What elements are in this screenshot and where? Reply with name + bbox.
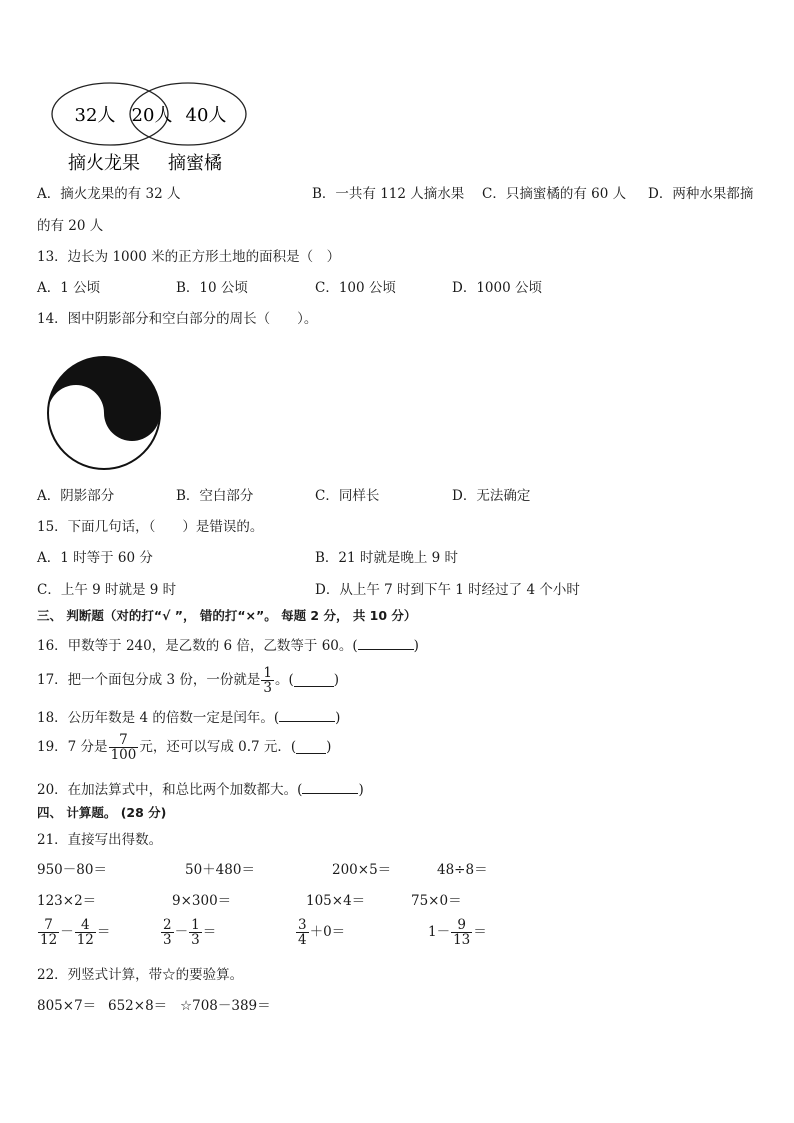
q17 — [37, 666, 339, 695]
q22-item-1: 805×7＝ — [37, 998, 97, 1014]
q19-fraction — [109, 733, 139, 762]
q15-stem: 15．下面几句话，（ ）是错误的。 — [37, 519, 264, 535]
q14-stem: 14．图中阴影部分和空白部分的周长（ ）。 — [37, 311, 318, 327]
expr2-eq: ＝ — [202, 923, 217, 940]
expr1-a-num: 7 — [38, 918, 59, 933]
venn-right-label: 摘蜜橘 — [168, 153, 222, 174]
q16-close: ) — [413, 638, 419, 654]
expr4-b-num: 9 — [451, 918, 472, 933]
q21-fraction-expr-1 — [37, 918, 110, 947]
venn-left-label: 摘火龙果 — [68, 153, 140, 174]
q13-option-c[interactable]: C．100 公顷 — [315, 280, 396, 296]
section-4-heading: 四、 计算题。 (28 分) — [37, 805, 167, 820]
q15-option-d[interactable]: D．从上午 7 时到下午 1 时经过了 4 个小时 — [315, 582, 580, 598]
yin-yang-figure — [44, 353, 164, 473]
venn-diagram — [48, 78, 258, 178]
q21-r1-c4: 48÷8＝ — [437, 862, 488, 878]
q16-answer-blank[interactable] — [358, 637, 414, 650]
q17-text: 17．把一个面包分成 3 份，一份就是 — [37, 671, 261, 688]
expr1-eq: ＝ — [96, 923, 111, 940]
expr3-a-den: 4 — [298, 932, 307, 949]
q21-r1-c3: 200×5＝ — [332, 862, 392, 878]
expr4-b-den: 13 — [453, 932, 471, 949]
q16-text: 16．甲数等于 240，是乙数的 6 倍，乙数等于 60。( — [37, 638, 358, 654]
q20 — [37, 781, 364, 798]
q17-after: 。( — [274, 671, 294, 688]
q15-option-a[interactable]: A．1 时等于 60 分 — [37, 550, 153, 566]
q17-fraction — [261, 666, 274, 695]
q21-fraction-expr-2 — [160, 918, 216, 947]
q21-r2-c1: 123×2＝ — [37, 893, 97, 909]
q22-item-2: 652×8＝ — [108, 998, 168, 1014]
expr4-lead: 1－ — [428, 923, 451, 940]
expr3-tail: ＋0＝ — [309, 923, 346, 940]
q13-option-a[interactable]: A．1 公顷 — [37, 280, 101, 296]
q21-fraction-expr-4 — [428, 918, 487, 947]
expr2-a-num: 2 — [163, 917, 172, 933]
q19-answer-blank[interactable] — [296, 741, 326, 754]
expr2-b-den: 3 — [191, 932, 200, 949]
q21-r2-c4: 75×0＝ — [411, 893, 462, 909]
q17-answer-blank[interactable] — [294, 674, 334, 687]
q21-r1-c1: 950－80＝ — [37, 862, 107, 878]
q17-fraction-numerator: 1 — [263, 665, 272, 681]
q18-close: ) — [335, 710, 341, 726]
q19-close: ) — [326, 738, 332, 755]
q19 — [37, 733, 331, 762]
q14-option-b[interactable]: B．空白部分 — [176, 488, 254, 504]
q17-fraction-denominator: 3 — [263, 680, 272, 697]
q12-option-b[interactable]: B．一共有 112 人摘水果 — [312, 186, 465, 202]
expr1-op: － — [60, 923, 74, 940]
q12-option-d[interactable]: D．两种水果都摘 — [648, 186, 754, 202]
expr1-b-num: 4 — [75, 918, 96, 933]
q12-option-d-continued: 的有 20 人 — [37, 218, 104, 234]
q20-text: 20．在加法算式中，和总比两个加数都大。( — [37, 782, 303, 798]
expr1-b-den: 12 — [76, 932, 94, 949]
q22-stem: 22．列竖式计算，带☆的要验算。 — [37, 967, 244, 983]
q21-stem: 21．直接写出得数。 — [37, 832, 163, 848]
q21-r1-c2: 50＋480＝ — [185, 862, 255, 878]
q20-answer-blank[interactable] — [302, 781, 358, 794]
q14-option-c[interactable]: C．同样长 — [315, 488, 380, 504]
q14-option-a[interactable]: A．阴影部分 — [37, 488, 115, 504]
expr1-a-den: 12 — [40, 932, 58, 949]
q13-option-d[interactable]: D．1000 公顷 — [452, 280, 542, 296]
venn-middle-count: 20人 — [131, 105, 173, 126]
expr3-a-num: 3 — [298, 917, 307, 933]
q18 — [37, 709, 340, 726]
venn-right-count: 40人 — [185, 105, 227, 126]
q15-option-b[interactable]: B．21 时就是晚上 9 时 — [315, 550, 459, 566]
q21-r2-c2: 9×300＝ — [172, 893, 232, 909]
q19-after: 元，还可以写成 0.7 元．( — [139, 738, 297, 755]
q14-option-d[interactable]: D．无法确定 — [452, 488, 531, 504]
q12-option-c[interactable]: C．只摘蜜橘的有 60 人 — [482, 186, 627, 202]
venn-left-count: 32人 — [74, 105, 116, 126]
q19-fraction-numerator: 7 — [109, 733, 139, 748]
q19-text: 19．7 分是 — [37, 738, 108, 755]
q21-r2-c3: 105×4＝ — [306, 893, 366, 909]
q17-close: ) — [333, 671, 340, 688]
q15-option-c[interactable]: C．上午 9 时就是 9 时 — [37, 582, 177, 598]
section-3-heading: 三、 判断题（对的打“√ ”， 错的打“×”。 每题 2 分， 共 10 分） — [37, 608, 417, 623]
q12-option-a[interactable]: A．摘火龙果的有 32 人 — [37, 186, 181, 202]
q20-close: ) — [358, 782, 364, 798]
expr2-b-num: 1 — [191, 917, 200, 933]
q13-option-b[interactable]: B．10 公顷 — [176, 280, 248, 296]
q22-item-3: ☆708－389＝ — [180, 998, 271, 1014]
q19-fraction-denominator: 100 — [110, 747, 137, 764]
q18-answer-blank[interactable] — [279, 709, 335, 722]
q13-stem: 13．边长为 1000 米的正方形土地的面积是（ ） — [37, 249, 341, 265]
q18-text: 18．公历年数是 4 的倍数一定是闰年。( — [37, 710, 280, 726]
expr2-a-den: 3 — [163, 932, 172, 949]
q21-fraction-expr-3 — [295, 918, 345, 947]
expr4-eq: ＝ — [473, 923, 487, 940]
expr2-op: － — [174, 923, 189, 940]
q16 — [37, 637, 419, 654]
